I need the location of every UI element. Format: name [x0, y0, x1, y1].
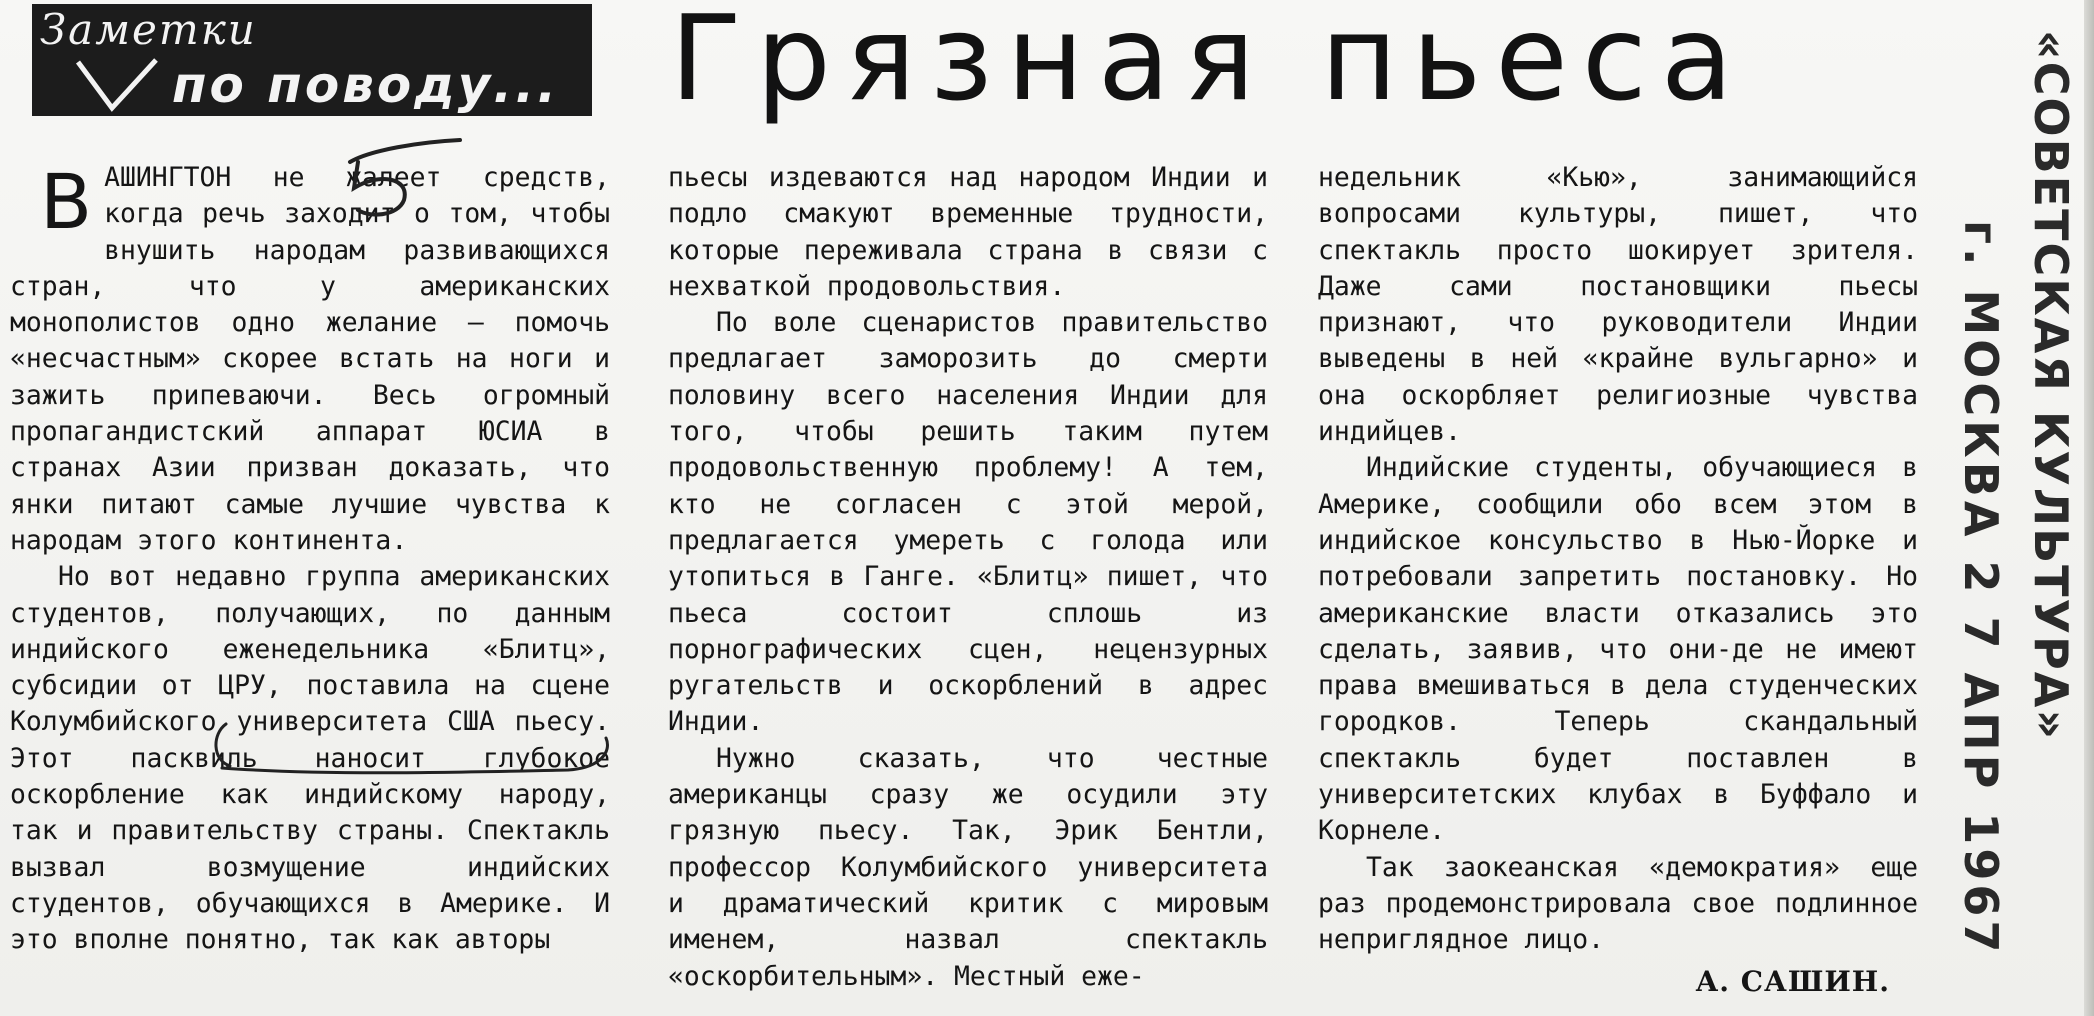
- article-column-3: [1318, 160, 1918, 959]
- date-stamp: [1948, 30, 2078, 990]
- rubric-decoration-icon: [72, 58, 162, 112]
- paragraph: недельник «Кью», занимающийся вопросами культуры, пишет, что спектакль просто шокирует зрителя. Даже сами постановщики пьесы признают, что руководители Индии выведены в ней «крайне вульгарно» и она оскорбляет религиозные чувства индийцев.: [1318, 162, 1918, 448]
- article-column-2: [668, 160, 1268, 995]
- rubric-title: Заметки: [40, 5, 257, 54]
- paragraph: Нужно сказать, что честные американцы сразу же осудили эту грязную пьесу. Так, Эрик Бентли, профессор Колумбийского университета и драматический критик с мировым именем, назвал спектакль «оскорбительным». Местный еже-: [668, 742, 1268, 992]
- paragraph: АШИНГТОН не жалеет средств, когда речь заходит о том, чтобы внушить народам развивающихся стран, что у американских монополистов одно желание — помочь «несчастным» скорее встать на ноги и зажить припеваючи. Весь огромный пропагандистский аппарат ЮСИА в странах Азии призван доказать, что янки питают самые лучшие чувства к народам этого континента.: [10, 162, 610, 556]
- paragraph: По воле сценаристов правительство предлагает заморозить до смерти половину всего населения Индии для того, чтобы решить таким путем продовольственную проблему! А тем, кто не согласен с этой мерой, предлагается умереть с голода или утопиться в Ганге. «Блитц» пишет, что пьеса состоит сплошь из порнографических сцен, нецензурных ругательств и оскорблений в адрес Индии.: [668, 307, 1268, 738]
- paragraph: Так заокеанская «демократия» еще раз продемонстрировала свое подлинное неприглядное лицо.: [1318, 851, 1918, 956]
- paragraph: пьесы издеваются над народом Индии и подло смакуют временные трудности, которые переживала страна в связи с нехваткой продовольствия.: [668, 162, 1268, 302]
- scan-edge: [2084, 0, 2094, 1016]
- rubric-block: [32, 4, 592, 116]
- stamp-city-date: г. МОСКВА 2 7 АПР 1967: [1954, 220, 2008, 957]
- author-signature: А. САШИН.: [1695, 965, 1890, 998]
- paragraph: Индийские студенты, обучающиеся в Америке, сообщили обо всем этом в индийское консульство в Нью-Йорке и потребовали запретить постановку. Но американские власти отказались это сделать, заявив, что они-де не имеют права вмешиваться в дела студенческих городков. Теперь скандальный спектакль будет поставлен в университетских клубах в Буффало и Корнеле.: [1318, 452, 1918, 847]
- drop-cap: В: [40, 157, 93, 246]
- rubric-subtitle: по поводу...: [172, 56, 560, 114]
- article-column-1: [10, 157, 610, 959]
- article-headline: Грязная пьеса: [670, 0, 1748, 127]
- paragraph: Но вот недавно группа американских студентов, получающих, по данным индийского еженедельника «Блитц», субсидии от ЦРУ, поставила на сцене Колумбийского университета США пьесу. Этот пасквиль наносит глубокое оскорбление как индийскому народу, так и правительству страны. Спектакль вызвал возмущение индийских студентов, обучающихся в Америке. И это вполне понятно, так как авторы: [10, 561, 610, 956]
- stamp-publication: «СОВЕТСКАЯ КУЛЬТУРА»: [2024, 30, 2078, 742]
